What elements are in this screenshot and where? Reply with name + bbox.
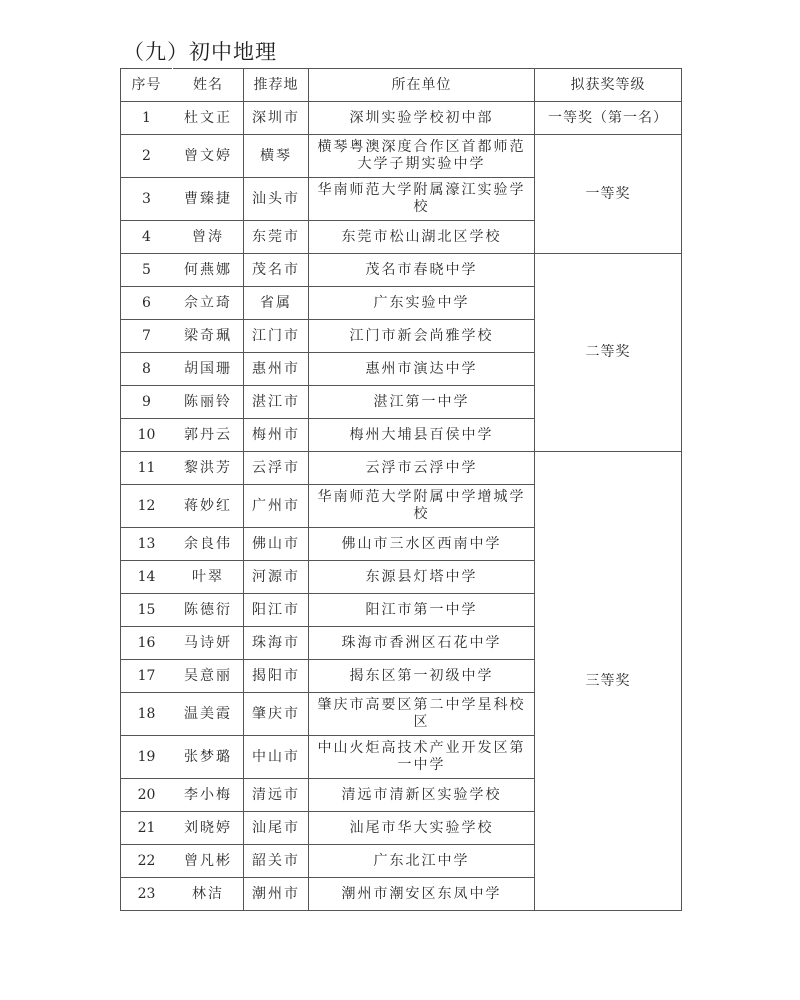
section-title: （九）初中地理 bbox=[123, 40, 277, 64]
cell-unit: 惠州市演达中学 bbox=[309, 353, 535, 386]
cell-place: 清远市 bbox=[244, 779, 309, 812]
cell-place: 东莞市 bbox=[244, 221, 309, 254]
cell-name: 刘晓婷 bbox=[173, 812, 244, 845]
cell-seq: 17 bbox=[121, 660, 173, 693]
cell-unit: 华南师范大学附属濠江实验学校 bbox=[309, 178, 535, 221]
cell-seq: 20 bbox=[121, 779, 173, 812]
cell-seq: 16 bbox=[121, 627, 173, 660]
header-award: 拟获奖等级 bbox=[535, 69, 682, 102]
cell-seq: 12 bbox=[121, 485, 173, 528]
cell-unit: 东源县灯塔中学 bbox=[309, 561, 535, 594]
cell-unit: 湛江第一中学 bbox=[309, 386, 535, 419]
cell-unit: 云浮市云浮中学 bbox=[309, 452, 535, 485]
table-row bbox=[121, 452, 682, 485]
cell-place: 韶关市 bbox=[244, 845, 309, 878]
cell-name: 温美霞 bbox=[173, 693, 244, 736]
header-name: 姓名 bbox=[173, 69, 244, 102]
cell-unit: 广东北江中学 bbox=[309, 845, 535, 878]
cell-name: 陈丽铃 bbox=[173, 386, 244, 419]
cell-place: 湛江市 bbox=[244, 386, 309, 419]
cell-seq: 15 bbox=[121, 594, 173, 627]
cell-award: 一等奖 bbox=[535, 135, 682, 254]
cell-unit: 华南师范大学附属中学增城学校 bbox=[309, 485, 535, 528]
cell-name: 吴意丽 bbox=[173, 660, 244, 693]
award-table bbox=[120, 68, 682, 911]
cell-seq: 1 bbox=[121, 102, 173, 135]
cell-unit: 肇庆市高要区第二中学星科校区 bbox=[309, 693, 535, 736]
cell-place: 汕尾市 bbox=[244, 812, 309, 845]
cell-unit: 佛山市三水区西南中学 bbox=[309, 528, 535, 561]
cell-name: 马诗妍 bbox=[173, 627, 244, 660]
cell-place: 中山市 bbox=[244, 736, 309, 779]
cell-unit: 阳江市第一中学 bbox=[309, 594, 535, 627]
cell-name: 杜文正 bbox=[173, 102, 244, 135]
cell-award: 二等奖 bbox=[535, 254, 682, 452]
cell-unit: 横琴粤澳深度合作区首都师范大学子期实验中学 bbox=[309, 135, 535, 178]
cell-unit: 茂名市春晓中学 bbox=[309, 254, 535, 287]
cell-seq: 18 bbox=[121, 693, 173, 736]
table-row bbox=[121, 254, 682, 287]
cell-award: 一等奖（第一名） bbox=[535, 102, 682, 135]
table-header-row bbox=[121, 69, 682, 102]
cell-unit: 揭东区第一初级中学 bbox=[309, 660, 535, 693]
cell-place: 佛山市 bbox=[244, 528, 309, 561]
cell-unit: 汕尾市华大实验学校 bbox=[309, 812, 535, 845]
cell-seq: 13 bbox=[121, 528, 173, 561]
cell-unit: 东莞市松山湖北区学校 bbox=[309, 221, 535, 254]
cell-place: 茂名市 bbox=[244, 254, 309, 287]
table-row bbox=[121, 135, 682, 178]
cell-unit: 梅州大埔县百侯中学 bbox=[309, 419, 535, 452]
cell-name: 林洁 bbox=[173, 878, 244, 911]
cell-name: 张梦璐 bbox=[173, 736, 244, 779]
cell-name: 叶翠 bbox=[173, 561, 244, 594]
cell-place: 江门市 bbox=[244, 320, 309, 353]
cell-unit: 江门市新会尚雅学校 bbox=[309, 320, 535, 353]
cell-seq: 6 bbox=[121, 287, 173, 320]
cell-name: 何燕娜 bbox=[173, 254, 244, 287]
cell-place: 横琴 bbox=[244, 135, 309, 178]
cell-seq: 19 bbox=[121, 736, 173, 779]
cell-place: 肇庆市 bbox=[244, 693, 309, 736]
cell-seq: 2 bbox=[121, 135, 173, 178]
cell-place: 省属 bbox=[244, 287, 309, 320]
cell-seq: 5 bbox=[121, 254, 173, 287]
cell-name: 郭丹云 bbox=[173, 419, 244, 452]
cell-place: 珠海市 bbox=[244, 627, 309, 660]
cell-place: 惠州市 bbox=[244, 353, 309, 386]
cell-name: 陈德衍 bbox=[173, 594, 244, 627]
cell-seq: 3 bbox=[121, 178, 173, 221]
cell-name: 曾涛 bbox=[173, 221, 244, 254]
cell-seq: 8 bbox=[121, 353, 173, 386]
cell-unit: 潮州市潮安区东凤中学 bbox=[309, 878, 535, 911]
cell-name: 余良伟 bbox=[173, 528, 244, 561]
cell-place: 阳江市 bbox=[244, 594, 309, 627]
cell-unit: 珠海市香洲区石花中学 bbox=[309, 627, 535, 660]
cell-seq: 7 bbox=[121, 320, 173, 353]
cell-award: 三等奖 bbox=[535, 452, 682, 911]
cell-unit: 中山火炬高技术产业开发区第一中学 bbox=[309, 736, 535, 779]
cell-place: 揭阳市 bbox=[244, 660, 309, 693]
header-place: 推荐地 bbox=[244, 69, 309, 102]
cell-seq: 21 bbox=[121, 812, 173, 845]
cell-name: 曾凡彬 bbox=[173, 845, 244, 878]
header-seq: 序号 bbox=[121, 69, 173, 102]
cell-place: 云浮市 bbox=[244, 452, 309, 485]
cell-name: 胡国珊 bbox=[173, 353, 244, 386]
cell-name: 佘立琦 bbox=[173, 287, 244, 320]
cell-name: 李小梅 bbox=[173, 779, 244, 812]
cell-name: 黎洪芳 bbox=[173, 452, 244, 485]
cell-seq: 11 bbox=[121, 452, 173, 485]
cell-seq: 9 bbox=[121, 386, 173, 419]
cell-seq: 14 bbox=[121, 561, 173, 594]
cell-name: 蒋妙红 bbox=[173, 485, 244, 528]
cell-place: 广州市 bbox=[244, 485, 309, 528]
cell-name: 梁奇珮 bbox=[173, 320, 244, 353]
cell-place: 汕头市 bbox=[244, 178, 309, 221]
cell-place: 河源市 bbox=[244, 561, 309, 594]
cell-seq: 4 bbox=[121, 221, 173, 254]
cell-seq: 22 bbox=[121, 845, 173, 878]
cell-name: 曹臻捷 bbox=[173, 178, 244, 221]
cell-unit: 清远市清新区实验学校 bbox=[309, 779, 535, 812]
cell-place: 深圳市 bbox=[244, 102, 309, 135]
cell-place: 梅州市 bbox=[244, 419, 309, 452]
cell-place: 潮州市 bbox=[244, 878, 309, 911]
header-unit: 所在单位 bbox=[309, 69, 535, 102]
cell-unit: 广东实验中学 bbox=[309, 287, 535, 320]
cell-seq: 10 bbox=[121, 419, 173, 452]
table-row bbox=[121, 102, 682, 135]
cell-seq: 23 bbox=[121, 878, 173, 911]
cell-unit: 深圳实验学校初中部 bbox=[309, 102, 535, 135]
cell-name: 曾文婷 bbox=[173, 135, 244, 178]
